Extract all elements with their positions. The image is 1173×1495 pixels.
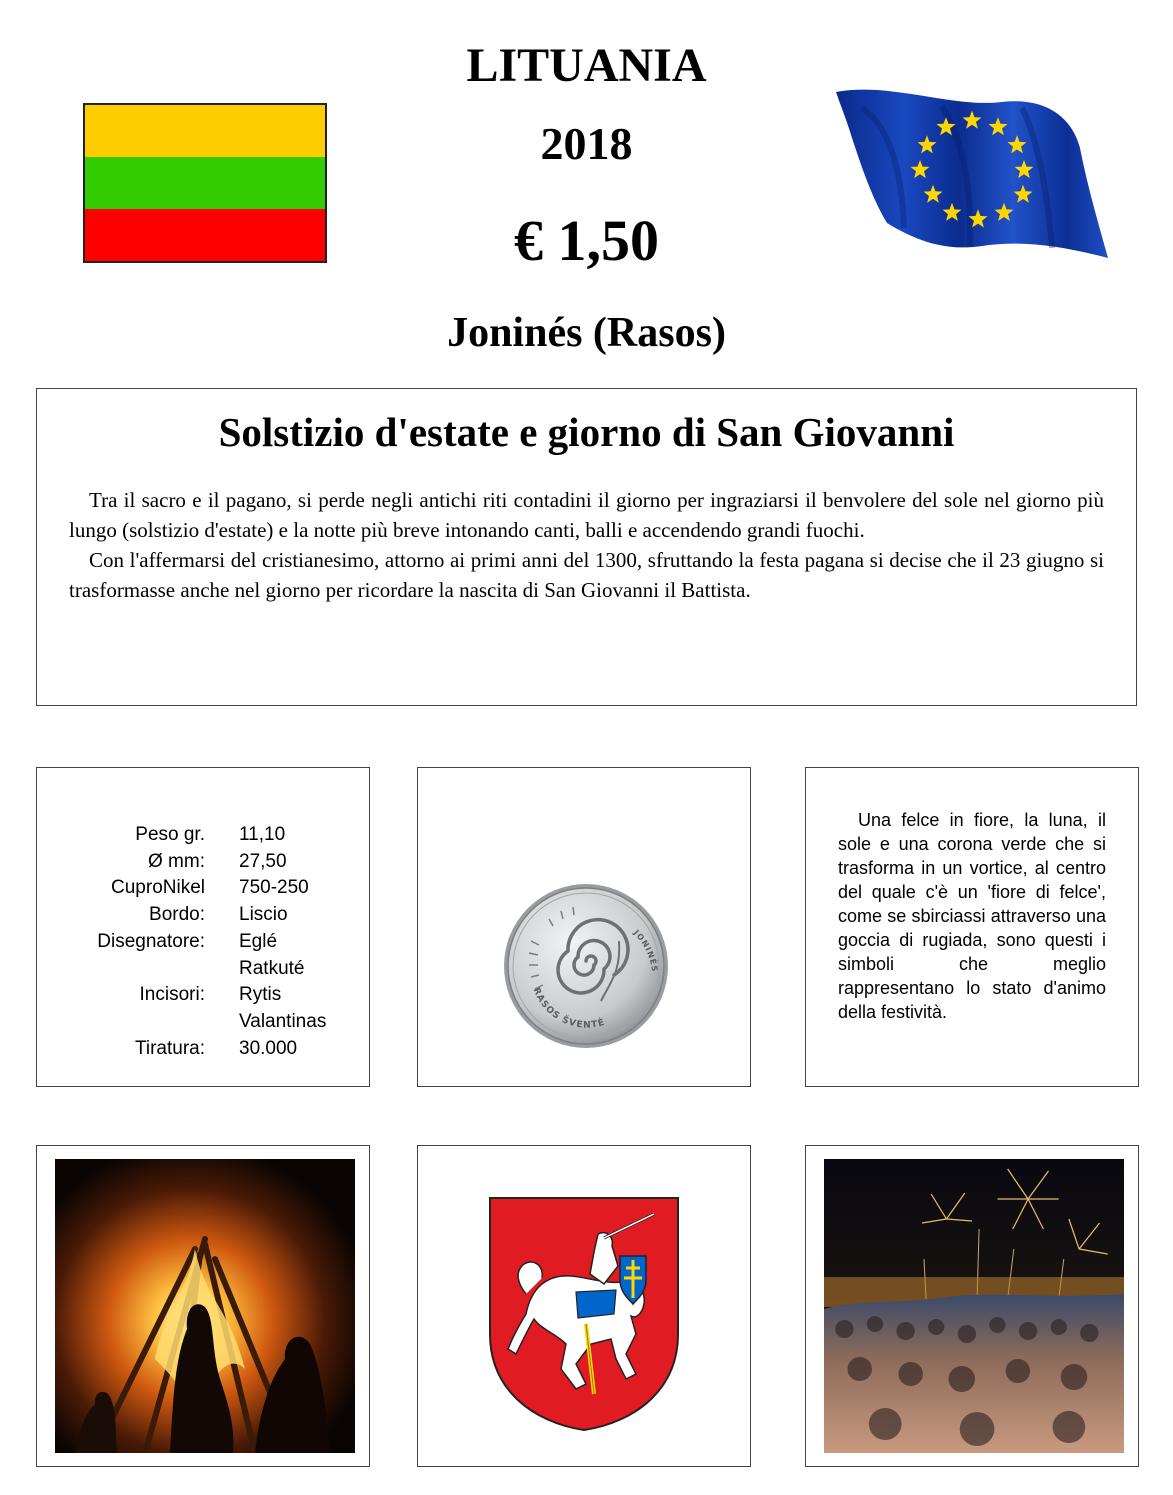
coin-inscription-bottom: RASOS ŠVENTĖ <box>530 986 607 1031</box>
coin-image <box>501 881 671 1051</box>
specs-table <box>55 822 349 1062</box>
eu-flag <box>832 88 1110 262</box>
bonfire-photo-box <box>36 1145 370 1467</box>
spec-value: 30.000 <box>239 1037 298 1059</box>
spec-row <box>55 982 349 1009</box>
country-title: LITUANIA <box>466 39 707 92</box>
flag-stripe-yellow <box>85 105 325 157</box>
spec-label <box>55 956 239 983</box>
description-box <box>36 388 1137 706</box>
coin-box <box>417 767 751 1087</box>
spec-value: 11,10 <box>239 824 286 845</box>
coin-inscription-right: JONINĖS <box>631 928 660 973</box>
spec-row <box>55 1036 349 1063</box>
fireworks-crowd-photo <box>824 1159 1124 1453</box>
issue-year: 2018 <box>540 118 633 169</box>
coin-description-box <box>805 767 1139 1087</box>
spec-value: Valantinas <box>239 1010 327 1032</box>
spec-label <box>55 1009 239 1036</box>
spec-value: 27,50 <box>239 850 287 872</box>
spec-value: 750-250 <box>239 877 309 899</box>
coin-description-text <box>838 808 1106 1024</box>
lithuania-flag <box>83 103 327 263</box>
spec-label: Incisori: <box>139 984 205 1006</box>
spec-row <box>55 849 349 876</box>
spec-value: Ratkuté <box>239 957 305 979</box>
description-title: Solstizio d'estate e giorno di San Giovanni <box>218 409 955 455</box>
spec-label: Disegnatore: <box>97 930 205 952</box>
spec-row <box>55 875 349 902</box>
bonfire-photo <box>55 1159 355 1453</box>
spec-value: Eglé <box>239 930 278 952</box>
spec-row <box>55 902 349 929</box>
spec-value: Liscio <box>239 904 288 926</box>
description-paragraph: Con l'affermarsi del cristianesimo, attorno ai primi anni del 1300, sfruttando la festa pagana si decise che il 23 giugno si trasformasse anche nel giorno per ricordare la nascita di San Giovanni il Battista. <box>69 548 1104 602</box>
spec-row <box>55 956 349 983</box>
coat-of-arms-box <box>417 1145 751 1467</box>
description-paragraph: Tra il sacro e il pagano, si perde negli antichi riti contadini il giorno per ingraziarsi il benvolere del sole nel giorno più lungo (solstizio d'estate) e la notte più breve intonando canti, balli e accendendo grandi fuochi. <box>69 488 1104 542</box>
spec-row <box>55 1009 349 1036</box>
coin-description-paragraph: Una felce in fiore, la luna, il sole e una corona verde che si trasforma in un vortice, al centro del quale c'è un 'fiore di felce', come se sbirciassi attraverso una goccia di rugiada, sono questi i simboli che meglio rappresentano lo stato d'animo della festività. <box>838 810 1106 1022</box>
spec-row <box>55 929 349 956</box>
flag-stripe-green <box>85 157 325 209</box>
fireworks-photo-box <box>805 1145 1139 1467</box>
spec-label: Peso gr. <box>135 824 205 845</box>
flag-stripe-red <box>85 209 325 261</box>
spec-label: Bordo: <box>149 904 205 926</box>
description-text <box>69 485 1104 605</box>
spec-value: Rytis <box>239 984 282 1006</box>
coin-name: Joninés (Rasos) <box>447 310 726 356</box>
specs-box <box>36 767 370 1087</box>
spec-label: CuproNikel <box>111 877 205 899</box>
face-value: € 1,50 <box>514 208 659 273</box>
vytis-coat-of-arms <box>486 1194 682 1434</box>
spec-label: Ø mm: <box>148 850 205 872</box>
spec-label: Tiratura: <box>134 1037 205 1059</box>
spec-row <box>55 822 349 849</box>
